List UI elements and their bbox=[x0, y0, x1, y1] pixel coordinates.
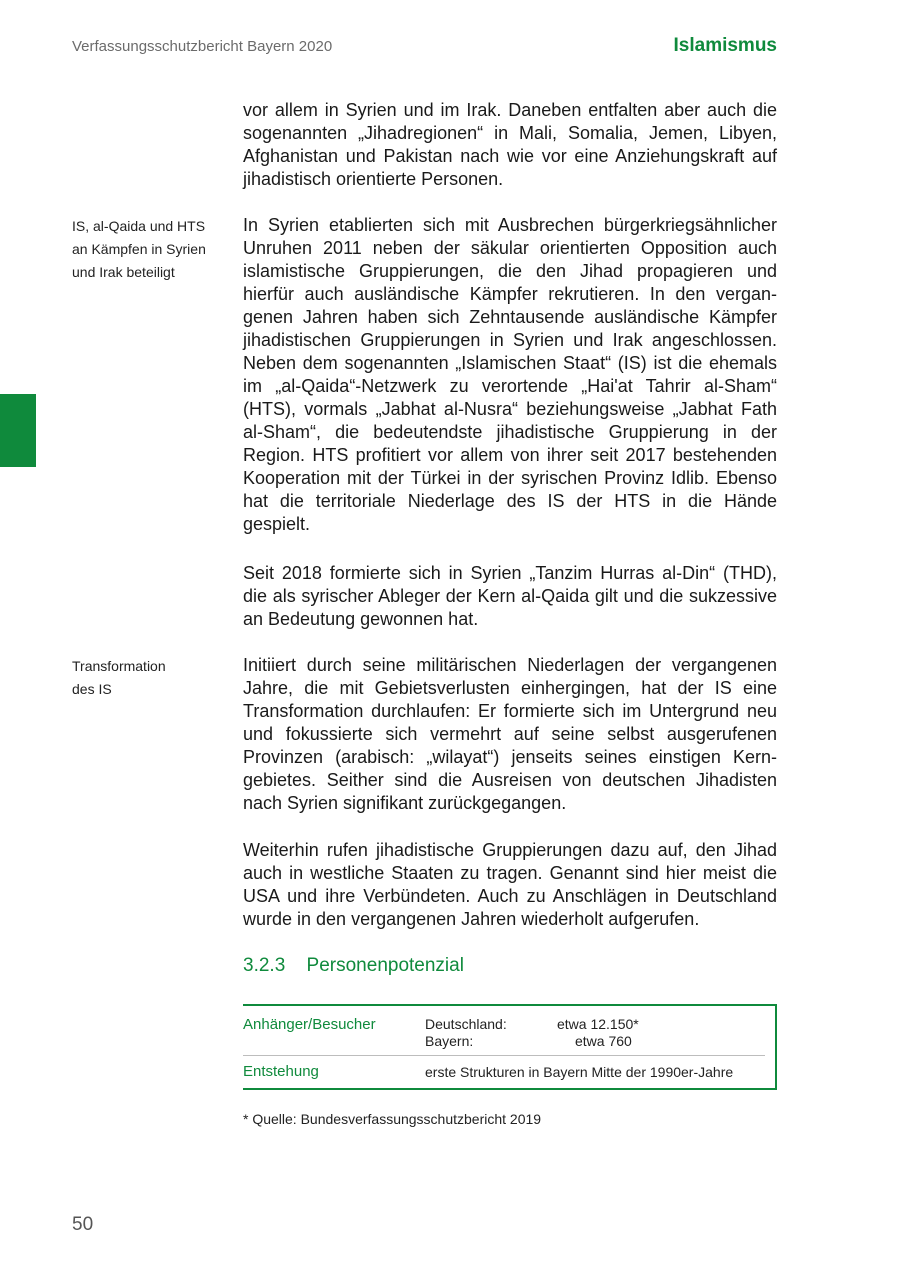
region-germany: Deutschland: bbox=[425, 1016, 507, 1032]
footnote: * Quelle: Bundesverfassungsschutzbericht 2019 bbox=[243, 1111, 542, 1127]
region-bavaria: Bayern: bbox=[425, 1033, 474, 1049]
value-bavaria: etwa 760 bbox=[575, 1033, 632, 1049]
section-heading bbox=[243, 955, 464, 977]
table-divider bbox=[243, 1055, 765, 1056]
value-germany: etwa 12.150* bbox=[557, 1016, 639, 1032]
chapter-title: Islamismus bbox=[673, 35, 777, 56]
table-row bbox=[243, 1014, 765, 1056]
person-potential-table bbox=[243, 1004, 777, 1090]
paragraph-syria: In Syrien etablierten sich mit Ausbrechen bürgerkriegsähnlicher Unruhen 2011 neben der säkular orientierten Opposition auch islamistische Gruppierungen, die den Jihad propagieren und hierfür auch ausländische Kämpfer rekrutieren. In den vergangenen Jahren haben sich Zehntausende ausländische Kämpfer jihadistischen Gruppierungen in Syrien und Irak angeschlossen. Neben dem sogenannten „Islamischen Staat“ (IS) ist die ehemals im „al-Qaida“-Netzwerk zu verortende „Hai'at Tahrir al-Sham“ (HTS), vormals „Jabhat al-Nusra“ beziehungsweise „Jabhat Fath al-Sham“, die bedeutendste jihadistische Gruppierung in der Region. HTS profitiert vor allem von ihrer seit 2017 bestehenden Kooperation mit der Türkei in der syrischen Provinz Idlib. Ebenso hat die territoriale Niederlage des IS der HTS in die Hände gespielt. bbox=[243, 215, 777, 534]
paragraph-intro: vor allem in Syrien und im Irak. Daneben entfalten aber auch die sogenannten „Jihadregionen“ in Mali, Somalia, Jemen, Libyen, Afghanistan und Pakistan nach wie vor eine Anziehungskraft auf jihadistisch orientierte Personen. bbox=[243, 100, 777, 189]
row-label-origin: Entstehung bbox=[243, 1063, 319, 1080]
margin-note-transformation: Transformation des IS bbox=[72, 658, 166, 697]
running-header-title: Verfassungsschutzbericht Bayern 2020 bbox=[72, 38, 333, 55]
value-origin: erste Strukturen in Bayern Mitte der 1990er-Jahre bbox=[425, 1064, 734, 1080]
paragraph-transformation: Initiiert durch seine militärischen Niederlagen der vergangenen Jahre, die mit Gebietsverlusten einhergingen, hat der IS eine Transformation durchlaufen: Er formierte sich im Untergrund neu und fokussierte sich vermehrt auf seine selbst ausgerufenen Provinzen (arabisch: „wilayat“) jenseits seines einstigen Kerngebietes. Seither sind die Ausreisen von deutschen Jihadisten nach Syrien signifikant zurückgegangen. bbox=[243, 655, 777, 813]
paragraph-western-states: Weiterhin rufen jihadistische Gruppierungen dazu auf, den Jihad auch in westliche Staaten zu tragen. Genannt sind hier meist die USA und ihre Verbündeten. Auch zu Anschlägen in Deutschland wurde in den vergangenen Jahren wiederholt aufgerufen. bbox=[243, 840, 777, 929]
page-number: 50 bbox=[72, 1214, 94, 1235]
table-row bbox=[243, 1061, 765, 1085]
margin-note-is-alqaida-hts: IS, al-Qaida und HTS an Kämpfen in Syrien und Irak beteiligt bbox=[72, 218, 206, 280]
chapter-marker-tab bbox=[0, 394, 36, 467]
section-number: 3.2.3 bbox=[243, 955, 286, 976]
section-title: Personenpotenzial bbox=[306, 955, 464, 976]
paragraph-thd: Seit 2018 formierte sich in Syrien „Tanzim Hurras al-Din“ (THD), die als syrischer Ableger der Kern al-Qaida gilt und die sukzessive an Bedeutung gewonnen hat. bbox=[243, 563, 777, 629]
row-label-followers: Anhänger/Besucher bbox=[243, 1016, 376, 1033]
